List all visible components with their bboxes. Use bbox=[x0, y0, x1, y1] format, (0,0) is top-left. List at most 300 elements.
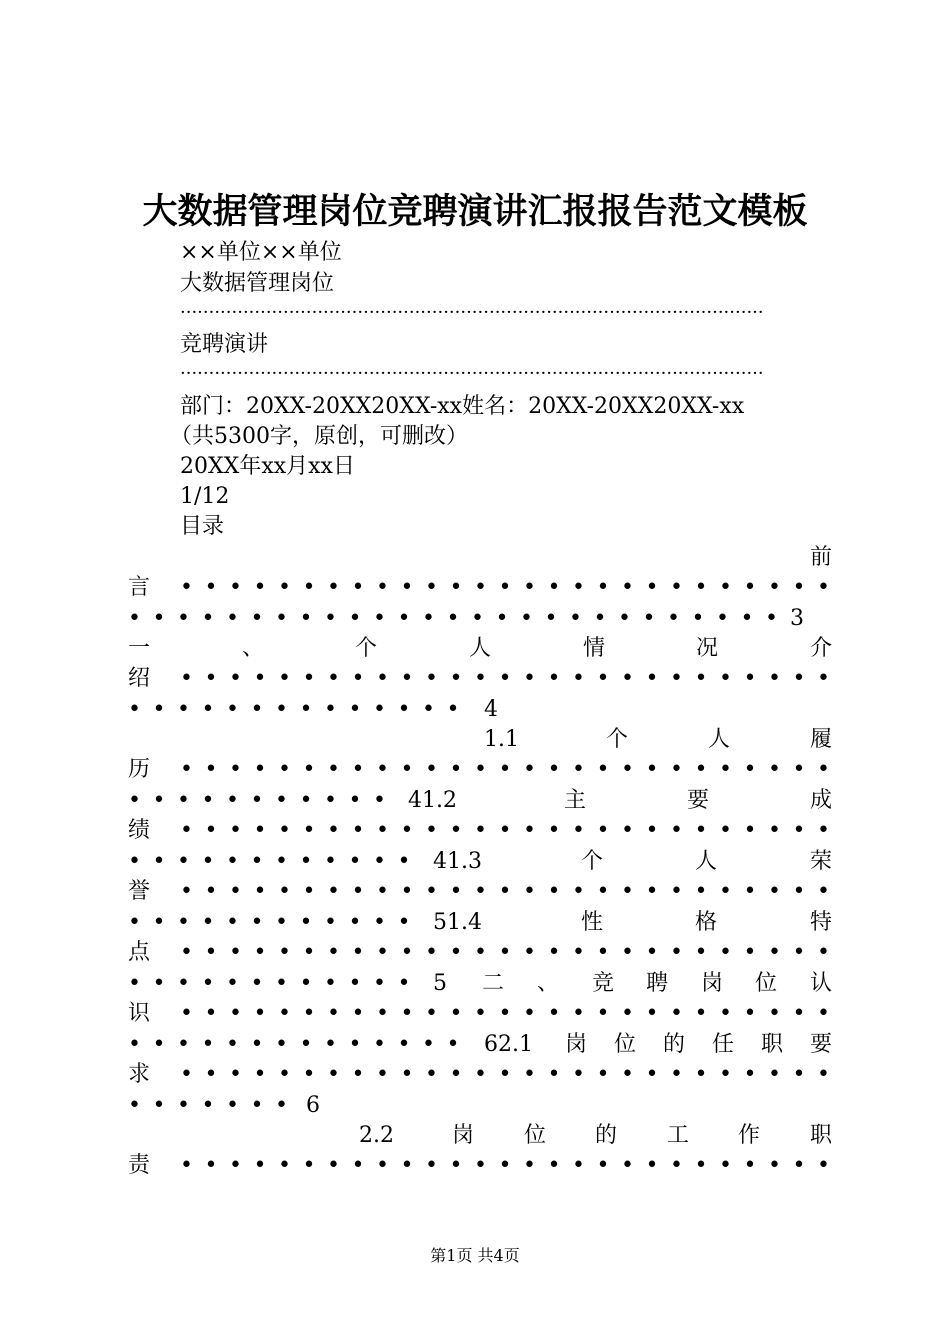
toc-row bbox=[128, 785, 832, 817]
leader-dot: • bbox=[596, 940, 610, 965]
leader-dot: • bbox=[719, 666, 732, 691]
leader-dot: • bbox=[400, 666, 414, 691]
leader-dot: • bbox=[425, 818, 438, 843]
leader-dot: • bbox=[768, 818, 781, 843]
leader-dot: • bbox=[180, 757, 193, 782]
leader-dot: • bbox=[128, 910, 141, 935]
leader-dot: • bbox=[474, 666, 487, 691]
leader-dot: • bbox=[376, 1153, 389, 1178]
leader-dot: • bbox=[397, 1032, 411, 1057]
toc-text: 情 bbox=[583, 636, 606, 661]
toc-text: 的 bbox=[663, 1032, 686, 1057]
leader-dot: • bbox=[376, 879, 389, 904]
speech-line: 竞聘演讲 bbox=[180, 332, 269, 357]
leader-dot: • bbox=[446, 697, 460, 722]
leader-dot: • bbox=[670, 1062, 683, 1087]
leader-dot: • bbox=[229, 879, 242, 904]
leader-dot: • bbox=[670, 818, 683, 843]
leader-dot: • bbox=[719, 818, 732, 843]
leader-dot: • bbox=[177, 971, 190, 996]
leader-dot: • bbox=[201, 910, 215, 935]
leader-dot: • bbox=[425, 1062, 438, 1087]
leader-dot: • bbox=[670, 1153, 683, 1178]
toc-row bbox=[128, 998, 832, 1030]
leader-dot: • bbox=[348, 697, 362, 722]
leader-dot: • bbox=[596, 575, 610, 600]
leader-dot: • bbox=[768, 1001, 781, 1026]
leader-dot: • bbox=[422, 1032, 435, 1057]
leader-dot: • bbox=[128, 697, 141, 722]
toc-text: 履 bbox=[810, 727, 833, 752]
leader-dot: • bbox=[275, 1032, 288, 1057]
leader-dot: • bbox=[645, 940, 659, 965]
leader-dot: • bbox=[250, 971, 264, 996]
leader-dot: • bbox=[792, 757, 806, 782]
leader-dot: • bbox=[817, 1062, 830, 1087]
leader-dot: • bbox=[324, 849, 337, 874]
leader-dot: • bbox=[299, 697, 313, 722]
toc-row bbox=[128, 542, 832, 574]
leader-dot: • bbox=[400, 1001, 414, 1026]
leader-dot: • bbox=[376, 1062, 389, 1087]
leader-dot: • bbox=[449, 1062, 463, 1087]
leader-dot: • bbox=[180, 666, 193, 691]
toc-row bbox=[128, 663, 832, 695]
leader-dot: • bbox=[397, 910, 411, 935]
toc-text: 岗 bbox=[701, 971, 724, 996]
leader-dot: • bbox=[498, 818, 512, 843]
leader-dot: • bbox=[694, 666, 708, 691]
toc-text: 特 bbox=[810, 910, 833, 935]
toc-text: 前 bbox=[810, 545, 833, 570]
leader-dot: • bbox=[204, 1001, 218, 1026]
leader-dot: • bbox=[817, 940, 830, 965]
leader-dot: • bbox=[253, 1062, 267, 1087]
leader-dot: • bbox=[327, 757, 340, 782]
leader-dot: • bbox=[152, 1093, 166, 1118]
word-count-note: （共5300字，原创，可删改） bbox=[170, 424, 468, 449]
leader-dot: • bbox=[400, 940, 414, 965]
leader-dot: • bbox=[596, 666, 610, 691]
leader-dot: • bbox=[128, 971, 141, 996]
leader-dot: • bbox=[572, 1062, 585, 1087]
leader-dot: • bbox=[400, 1153, 414, 1178]
leader-dot: • bbox=[229, 757, 242, 782]
leader-dot: • bbox=[302, 757, 316, 782]
leader-dot: • bbox=[204, 1153, 218, 1178]
leader-dot: • bbox=[768, 879, 781, 904]
leader-dot: • bbox=[253, 1001, 267, 1026]
leader-dot: • bbox=[397, 606, 411, 631]
toc-text: 职 bbox=[761, 1032, 784, 1057]
toc-text: 介 bbox=[810, 636, 833, 661]
leader-dot: • bbox=[694, 1001, 708, 1026]
leader-dot: • bbox=[719, 1062, 732, 1087]
leader-dot: • bbox=[670, 666, 683, 691]
leader-dot: • bbox=[152, 971, 166, 996]
toc-text: 人 bbox=[469, 636, 492, 661]
leader-dot: • bbox=[299, 1032, 313, 1057]
leader-dot: • bbox=[400, 879, 414, 904]
leader-dot: • bbox=[226, 697, 239, 722]
leader-dot: • bbox=[253, 757, 267, 782]
leader-dot: • bbox=[351, 1001, 365, 1026]
leader-dot: • bbox=[250, 849, 264, 874]
leader-dot: • bbox=[204, 1062, 218, 1087]
toc-text: 历 bbox=[128, 757, 151, 782]
leader-dot: • bbox=[327, 666, 340, 691]
leader-dot: • bbox=[670, 1001, 683, 1026]
leader-dot: • bbox=[449, 757, 463, 782]
leader-dot: • bbox=[740, 606, 754, 631]
leader-dot: • bbox=[572, 879, 585, 904]
leader-dot: • bbox=[152, 1032, 166, 1057]
leader-dot: • bbox=[201, 1093, 215, 1118]
toc-heading: 目录 bbox=[180, 514, 225, 539]
toc-text: 人 bbox=[695, 849, 718, 874]
leader-dot: • bbox=[278, 666, 291, 691]
leader-dot: • bbox=[572, 1153, 585, 1178]
leader-dot: • bbox=[351, 818, 365, 843]
leader-dot: • bbox=[348, 788, 362, 813]
leader-dot: • bbox=[425, 666, 438, 691]
leader-dot: • bbox=[348, 606, 362, 631]
toc-row bbox=[128, 724, 832, 756]
leader-dot: • bbox=[327, 1062, 340, 1087]
toc-text: 点 bbox=[128, 940, 151, 965]
toc-text: 、 bbox=[242, 636, 265, 661]
leader-dot: • bbox=[348, 910, 362, 935]
leader-dot: • bbox=[449, 1001, 463, 1026]
leader-dot: • bbox=[817, 818, 830, 843]
leader-dot: • bbox=[474, 1001, 487, 1026]
toc-row bbox=[128, 876, 832, 908]
leader-dot: • bbox=[204, 818, 218, 843]
toc-row bbox=[128, 694, 832, 726]
leader-dot: • bbox=[425, 757, 438, 782]
toc-text: 求 bbox=[128, 1062, 151, 1087]
leader-dot: • bbox=[670, 575, 683, 600]
leader-dot: • bbox=[474, 575, 487, 600]
leader-dot: • bbox=[670, 940, 683, 965]
leader-dot: • bbox=[425, 940, 438, 965]
leader-dot: • bbox=[645, 757, 659, 782]
leader-dot: • bbox=[743, 666, 757, 691]
leader-dot: • bbox=[621, 575, 634, 600]
leader-dot: • bbox=[446, 1032, 460, 1057]
leader-dot: • bbox=[229, 575, 242, 600]
toc-text: 的 bbox=[595, 1123, 618, 1148]
leader-dot: • bbox=[299, 849, 313, 874]
leader-dot: • bbox=[694, 879, 708, 904]
leader-dot: • bbox=[596, 1153, 610, 1178]
leader-dot: • bbox=[547, 940, 561, 965]
leader-dot: • bbox=[373, 971, 386, 996]
leader-dot: • bbox=[645, 666, 659, 691]
leader-dot: • bbox=[621, 666, 634, 691]
leader-dot: • bbox=[152, 910, 166, 935]
leader-dot: • bbox=[250, 1093, 264, 1118]
leader-dot: • bbox=[324, 910, 337, 935]
leader-dot: • bbox=[498, 757, 512, 782]
toc-text: 誉 bbox=[128, 879, 151, 904]
toc-text: 荣 bbox=[810, 849, 833, 874]
leader-dot: • bbox=[351, 1153, 365, 1178]
leader-dot: • bbox=[397, 697, 411, 722]
leader-dot: • bbox=[226, 849, 239, 874]
leader-dot: • bbox=[572, 575, 585, 600]
toc-page-number: 4 bbox=[484, 697, 498, 722]
leader-dot: • bbox=[302, 940, 316, 965]
leader-dot: • bbox=[177, 1032, 190, 1057]
leader-dot: • bbox=[694, 1062, 708, 1087]
leader-dot: • bbox=[275, 606, 288, 631]
leader-dot: • bbox=[177, 697, 190, 722]
leader-dot: • bbox=[348, 849, 362, 874]
leader-dot: • bbox=[498, 1062, 512, 1087]
leader-dot: • bbox=[128, 788, 141, 813]
leader-dot: • bbox=[694, 575, 708, 600]
toc-row bbox=[128, 846, 832, 878]
toc-text: 位 bbox=[755, 971, 778, 996]
leader-dot: • bbox=[348, 971, 362, 996]
leader-dot: • bbox=[324, 788, 337, 813]
leader-dot: • bbox=[716, 606, 729, 631]
leader-dot: • bbox=[547, 1153, 561, 1178]
toc-text: 认 bbox=[810, 971, 833, 996]
leader-dot: • bbox=[275, 849, 288, 874]
leader-dot: • bbox=[743, 757, 757, 782]
leader-dot: • bbox=[645, 1062, 659, 1087]
leader-dot: • bbox=[152, 849, 166, 874]
leader-dot: • bbox=[596, 879, 610, 904]
leader-dot: • bbox=[694, 940, 708, 965]
leader-dot: • bbox=[275, 1093, 288, 1118]
leader-dot: • bbox=[275, 910, 288, 935]
leader-dot: • bbox=[498, 879, 512, 904]
leader-dot: • bbox=[621, 757, 634, 782]
leader-dot: • bbox=[201, 697, 215, 722]
leader-dot: • bbox=[229, 1062, 242, 1087]
leader-dot: • bbox=[792, 879, 806, 904]
leader-dot: • bbox=[523, 666, 536, 691]
leader-dot: • bbox=[250, 697, 264, 722]
leader-dot: • bbox=[250, 788, 264, 813]
leader-dot: • bbox=[544, 606, 558, 631]
leader-dot: • bbox=[302, 1062, 316, 1087]
leader-dot: • bbox=[327, 575, 340, 600]
leader-dot: • bbox=[229, 1153, 242, 1178]
leader-dot: • bbox=[278, 818, 291, 843]
leader-dot: • bbox=[177, 1093, 190, 1118]
leader-dot: • bbox=[621, 1062, 634, 1087]
leader-dot: • bbox=[572, 818, 585, 843]
toc-text: 62.1 bbox=[484, 1032, 533, 1057]
leader-dot: • bbox=[425, 575, 438, 600]
leader-dot: • bbox=[719, 1153, 732, 1178]
leader-dot: • bbox=[642, 606, 656, 631]
leader-dot: • bbox=[201, 849, 215, 874]
leader-dot: • bbox=[422, 606, 435, 631]
leader-dot: • bbox=[351, 940, 365, 965]
leader-dot: • bbox=[645, 879, 659, 904]
leader-dot: • bbox=[792, 1001, 806, 1026]
toc-text: 绍 bbox=[128, 666, 151, 691]
leader-dot: • bbox=[596, 818, 610, 843]
leader-dot: • bbox=[471, 606, 484, 631]
leader-dot: • bbox=[449, 666, 463, 691]
toc-text: 41.3 bbox=[433, 849, 482, 874]
leader-dot: • bbox=[180, 879, 193, 904]
leader-dot: • bbox=[226, 1093, 239, 1118]
leader-dot: • bbox=[817, 1153, 830, 1178]
toc-text: 竞 bbox=[592, 971, 615, 996]
leader-dot: • bbox=[253, 879, 267, 904]
page-footer: 第1页 共4页 bbox=[430, 1246, 520, 1265]
leader-dot: • bbox=[817, 666, 830, 691]
leader-dot: • bbox=[547, 818, 561, 843]
toc-row bbox=[128, 572, 832, 604]
leader-dot: • bbox=[376, 666, 389, 691]
leader-dot: • bbox=[278, 575, 291, 600]
leader-dot: • bbox=[376, 1001, 389, 1026]
leader-dot: • bbox=[180, 1153, 193, 1178]
toc-page-number: 3 bbox=[790, 606, 804, 631]
leader-dot: • bbox=[691, 606, 705, 631]
leader-dot: • bbox=[376, 575, 389, 600]
leader-dot: • bbox=[817, 757, 830, 782]
toc-text: 位 bbox=[614, 1032, 637, 1057]
leader-dot: • bbox=[572, 1001, 585, 1026]
dotted-divider bbox=[180, 369, 765, 379]
leader-dot: • bbox=[351, 757, 365, 782]
leader-dot: • bbox=[152, 788, 166, 813]
leader-dot: • bbox=[593, 606, 607, 631]
dotted-divider bbox=[180, 308, 765, 318]
leader-dot: • bbox=[817, 1001, 830, 1026]
leader-dot: • bbox=[226, 971, 239, 996]
leader-dot: • bbox=[302, 666, 316, 691]
leader-dot: • bbox=[299, 971, 313, 996]
leader-dot: • bbox=[253, 940, 267, 965]
leader-dot: • bbox=[351, 879, 365, 904]
leader-dot: • bbox=[299, 788, 313, 813]
leader-dot: • bbox=[351, 1062, 365, 1087]
leader-dot: • bbox=[229, 818, 242, 843]
leader-dot: • bbox=[719, 879, 732, 904]
leader-dot: • bbox=[278, 1001, 291, 1026]
leader-dot: • bbox=[204, 757, 218, 782]
toc-page-number: 6 bbox=[306, 1093, 320, 1118]
leader-dot: • bbox=[765, 606, 778, 631]
toc-text: 责 bbox=[128, 1153, 151, 1178]
leader-dot: • bbox=[694, 1153, 708, 1178]
leader-dot: • bbox=[422, 697, 435, 722]
leader-dot: • bbox=[792, 1153, 806, 1178]
toc-text: 41.2 bbox=[408, 788, 457, 813]
document-title: 大数据管理岗位竞聘演讲汇报报告范文模板 bbox=[142, 191, 808, 232]
leader-dot: • bbox=[425, 1153, 438, 1178]
leader-dot: • bbox=[327, 1153, 340, 1178]
leader-dot: • bbox=[523, 1062, 536, 1087]
leader-dot: • bbox=[253, 818, 267, 843]
leader-dot: • bbox=[275, 971, 288, 996]
toc-row bbox=[128, 907, 832, 939]
leader-dot: • bbox=[449, 940, 463, 965]
toc-text: 51.4 bbox=[433, 910, 482, 935]
leader-dot: • bbox=[226, 606, 239, 631]
leader-dot: • bbox=[204, 940, 218, 965]
leader-dot: • bbox=[278, 1062, 291, 1087]
toc-text: 一 bbox=[128, 636, 151, 661]
leader-dot: • bbox=[768, 1153, 781, 1178]
leader-dot: • bbox=[768, 757, 781, 782]
leader-dot: • bbox=[324, 971, 337, 996]
leader-dot: • bbox=[618, 606, 631, 631]
leader-dot: • bbox=[373, 910, 386, 935]
leader-dot: • bbox=[302, 818, 316, 843]
leader-dot: • bbox=[474, 879, 487, 904]
leader-dot: • bbox=[547, 757, 561, 782]
toc-text: 、 bbox=[537, 971, 560, 996]
leader-dot: • bbox=[667, 606, 680, 631]
toc-text: 要 bbox=[687, 788, 710, 813]
leader-dot: • bbox=[670, 757, 683, 782]
dept-name-line: 部门：20XX-20XX20XX-xx姓名：20XX-20XX20XX-xx bbox=[180, 394, 745, 419]
leader-dot: • bbox=[743, 1001, 757, 1026]
leader-dot: • bbox=[229, 940, 242, 965]
toc-text: 聘 bbox=[646, 971, 669, 996]
toc-row bbox=[128, 1090, 832, 1122]
leader-dot: • bbox=[446, 606, 460, 631]
leader-dot: • bbox=[670, 879, 683, 904]
leader-dot: • bbox=[376, 818, 389, 843]
leader-dot: • bbox=[229, 666, 242, 691]
leader-dot: • bbox=[719, 940, 732, 965]
leader-dot: • bbox=[792, 575, 806, 600]
leader-dot: • bbox=[474, 940, 487, 965]
leader-dot: • bbox=[719, 757, 732, 782]
toc-text: 主 bbox=[564, 788, 587, 813]
toc-text: 1.1 bbox=[484, 727, 519, 752]
toc-row bbox=[128, 1150, 832, 1182]
leader-dot: • bbox=[743, 879, 757, 904]
leader-dot: • bbox=[128, 606, 141, 631]
toc-row bbox=[128, 968, 832, 1000]
leader-dot: • bbox=[547, 879, 561, 904]
toc-text: 职 bbox=[810, 1123, 833, 1148]
leader-dot: • bbox=[547, 1062, 561, 1087]
toc-text: 格 bbox=[695, 910, 718, 935]
leader-dot: • bbox=[250, 910, 264, 935]
leader-dot: • bbox=[596, 1001, 610, 1026]
leader-dot: • bbox=[327, 1001, 340, 1026]
toc-text: 岗 bbox=[452, 1123, 475, 1148]
leader-dot: • bbox=[180, 1001, 193, 1026]
leader-dot: • bbox=[817, 879, 830, 904]
toc-text: 位 bbox=[524, 1123, 547, 1148]
toc-text: 人 bbox=[708, 727, 731, 752]
leader-dot: • bbox=[226, 788, 239, 813]
leader-dot: • bbox=[498, 940, 512, 965]
toc-text: 2.2 bbox=[359, 1123, 394, 1148]
leader-dot: • bbox=[180, 818, 193, 843]
leader-dot: • bbox=[449, 879, 463, 904]
leader-dot: • bbox=[250, 606, 264, 631]
leader-dot: • bbox=[596, 1062, 610, 1087]
toc-row bbox=[128, 1029, 832, 1061]
leader-dot: • bbox=[743, 575, 757, 600]
